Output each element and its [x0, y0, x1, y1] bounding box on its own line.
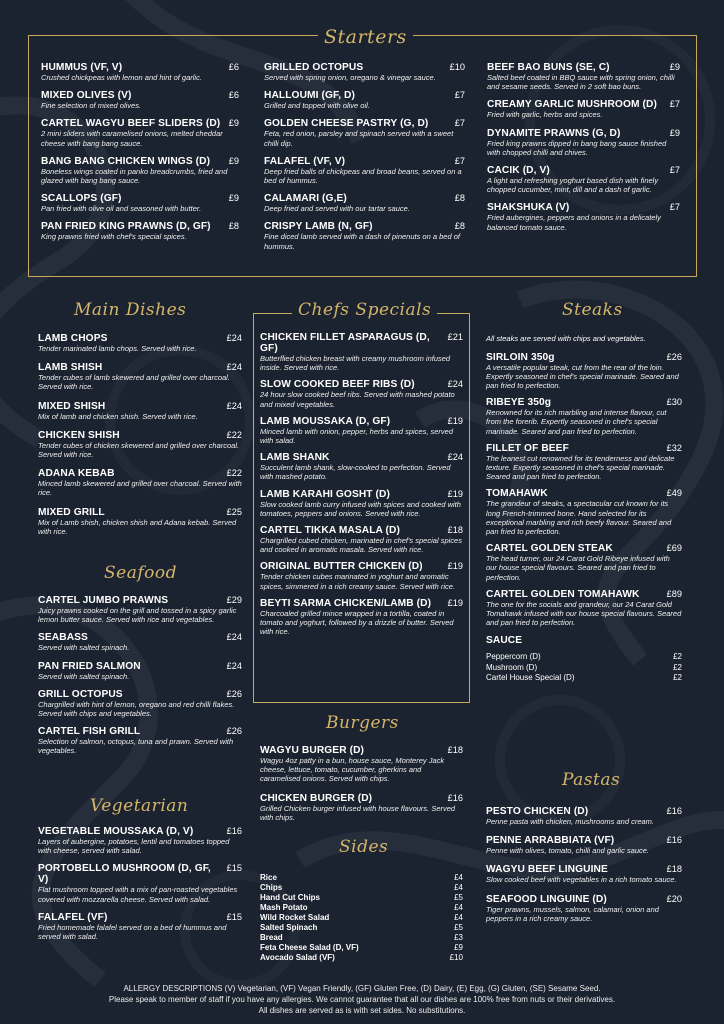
sauce-title: SAUCE: [486, 635, 523, 647]
menu-item-description: Mix of lamb and chicken shish. Served with rice.: [38, 411, 198, 421]
menu-item-price: £25: [226, 506, 242, 517]
price-list-name: Bread: [260, 933, 283, 942]
price-list-price: £2: [673, 672, 682, 682]
menu-item-description: The one for the socials and grandeur, our 24 Carat Gold Tomahawk infused with our house special flavours. Seared and pan fried to perfection.: [486, 599, 682, 628]
menu-item-price: £9: [228, 193, 239, 204]
pastas-column: [486, 806, 682, 932]
menu-item: [260, 793, 463, 822]
vegetarian-heading: Vegetarian: [90, 796, 189, 816]
menu-item-price: £19: [447, 597, 463, 608]
price-list-name: Chips: [260, 883, 283, 892]
menu-item: [487, 99, 680, 119]
menu-item-price: £9: [228, 155, 239, 166]
menu-item-price: £29: [226, 595, 242, 605]
chefs-specials-heading: Chefs Specials: [292, 300, 437, 320]
menu-item-price: £20: [666, 893, 682, 904]
menu-item-name: FALAFEL (VF): [38, 911, 108, 923]
price-list-price: £9: [454, 943, 463, 952]
menu-item-name: CHICKEN SHISH: [38, 429, 120, 441]
menu-item-description: The leanest cut renowned for its tenderness and delicate texture. Expertly seasoned in chef's special marinade. Seared and pan fried to perfection.: [486, 453, 675, 482]
vegetarian-column: [38, 826, 242, 949]
menu-item-name: ORIGINAL BUTTER CHICKEN (D): [260, 561, 423, 573]
menu-item-name: HALLOUMI (GF, D): [264, 90, 356, 102]
menu-item: [260, 416, 463, 445]
menu-item: [264, 62, 465, 82]
price-list-row: [486, 663, 682, 673]
allergy-footer: [0, 983, 724, 1016]
menu-item-description: Wagyu 4oz patty in a bun, house sauce, Monterey Jack cheese, lettuce, tomato, cucumber, gherkins and caramelised onions. Served with chips.: [260, 756, 445, 784]
menu-item-description: Fried king prawns dipped in bang bang sauce finished with chopped chilli and chives.: [487, 138, 667, 157]
menu-item-price: £8: [228, 221, 239, 232]
price-list-row: [260, 933, 463, 943]
menu-item-name: MIXED OLIVES (V): [41, 90, 132, 102]
price-list-row: [486, 652, 682, 662]
menu-item-name: PAN FRIED SALMON: [38, 660, 141, 672]
menu-item-price: £18: [447, 525, 463, 536]
menu-item-name: DYNAMITE PRAWNS (G, D): [487, 127, 621, 139]
price-list-row: [260, 953, 463, 963]
price-list-price: £2: [673, 662, 682, 672]
menu-item: [486, 589, 682, 628]
menu-item: [486, 443, 682, 482]
menu-item: [260, 332, 463, 372]
price-list-row: [260, 913, 463, 923]
menu-item: [264, 156, 465, 185]
starters-column-1: [41, 62, 239, 250]
menu-item: [41, 118, 239, 147]
menu-item-price: £89: [666, 588, 682, 599]
menu-item-description: Fried homemade falafel served on a bed of hummus and served with salad.: [38, 922, 227, 942]
menu-item-description: Penne with olives, tomato, chilli and garlic sauce.: [486, 846, 650, 856]
menu-item-description: Pan fried with olive oil and seasoned with butter.: [41, 204, 202, 214]
menu-item-price: £69: [666, 543, 682, 554]
menu-item-description: Fried with garlic, herbs and spices.: [487, 110, 603, 120]
price-list-name: Cartel House Special (D): [486, 672, 575, 682]
menu-item-description: A light and refreshing yoghurt based dish with finely chopped cucumber, mint, dill and a dash of garlic.: [487, 176, 659, 195]
menu-item-description: Minced lamb skewered and grilled over charcoal. Served with rice.: [38, 479, 242, 498]
menu-item-name: HUMMUS (VF, V): [41, 62, 123, 73]
menu-item: [38, 863, 242, 903]
menu-item: [264, 221, 465, 250]
menu-item-description: Deep fried balls of chickpeas and broad beans, served on a bed of hummus.: [264, 166, 462, 186]
menu-item-name: SCALLOPS (GF): [41, 193, 122, 205]
price-list-price: £4: [454, 883, 463, 892]
menu-item: [38, 595, 242, 624]
menu-item-name: BEYTI SARMA CHICKEN/LAMB (D): [260, 597, 432, 609]
menu-item-price: £30: [666, 397, 682, 408]
menu-item: [486, 352, 682, 391]
menu-item-name: WAGYU BEEF LINGUINE: [486, 864, 608, 876]
menu-item-description: Grilled Chicken burger infused with house flavours. Served with chips.: [260, 803, 456, 822]
menu-item: [41, 156, 239, 185]
menu-item-description: Feta, red onion, parsley and spinach served with a sweet chilli dip.: [264, 129, 454, 148]
menu-item-description: A versatile popular steak, cut from the rear of the loin. Expertly seasoned in chef's special marinade. Seared and pan fried to perfection.: [486, 362, 679, 390]
menu-item-name: SIRLOIN 350g: [486, 351, 555, 363]
burgers-column: [260, 745, 463, 831]
menu-item-price: £7: [669, 202, 680, 213]
menu-item-description: Tender chicken cubes marinated in yoghurt and aromatic spices, simmered in a rich creamy sauce. Served with rice.: [260, 572, 456, 591]
menu-item-price: £15: [226, 911, 242, 922]
menu-item-name: LAMB MOUSSAKA (D, GF): [260, 415, 391, 427]
menu-item-name: GRILLED OCTOPUS: [264, 62, 364, 73]
allergy-line-1: ALLERGY DESCRIPTIONS (V) Vegetarian, (VF) Vegan Friendly, (GF) Gluten Free, (D) Dairy, (E) Egg, (G) Gluten, (SE) Sesame Seed.: [123, 984, 601, 993]
menu-item: [487, 202, 680, 231]
menu-item-description: Selection of salmon, octopus, tuna and prawn. Served with vegetables.: [38, 737, 234, 756]
menu-item: [38, 333, 242, 353]
menu-item-description: Fine selection of mixed olives.: [41, 101, 142, 111]
menu-item: [260, 561, 463, 590]
menu-item-name: CARTEL GOLDEN TOMAHAWK: [486, 588, 640, 600]
menu-item: [38, 632, 242, 652]
menu-item-name: PAN FRIED KING PRAWNS (D, GF): [41, 221, 211, 233]
menu-item-price: £7: [454, 118, 465, 129]
menu-item-price: £9: [228, 118, 239, 129]
menu-item: [486, 397, 682, 436]
menu-item-name: VEGETABLE MOUSSAKA (D, V): [38, 826, 194, 837]
menu-item-description: King prawns fried with chef's special spices.: [41, 232, 187, 242]
menu-item-name: RIBEYE 350g: [486, 397, 552, 409]
menu-item-price: £16: [447, 792, 463, 803]
menu-item-description: Flat mushroom topped with a mix of pan-roasted vegetables covered with mozzarella cheese. Served with salad.: [38, 885, 238, 904]
pastas-heading: Pastas: [562, 770, 621, 790]
seafood-column: [38, 595, 242, 764]
menu-item-name: SEAFOOD LINGUINE (D): [486, 893, 607, 905]
menu-item: [38, 826, 242, 855]
price-list-row: [260, 943, 463, 953]
menu-item: [486, 894, 682, 923]
menu-item: [264, 118, 465, 147]
menu-item-description: Slow cooked lamb curry infused with spices and cooked with tomatoes, peppers and onions. Served with rice.: [260, 499, 461, 518]
menu-item-description: 2 mini sliders with caramelised onions, melted cheddar cheese with bang bang sauce.: [41, 129, 223, 148]
price-list-row: [260, 903, 463, 913]
starters-heading: Starters: [318, 26, 413, 48]
price-list-row: [260, 873, 463, 883]
menu-item-price: £10: [449, 62, 465, 72]
menu-item-description: Mix of Lamb shish, chicken shish and Adana kebab. Served with rice.: [38, 517, 237, 536]
menu-item: [487, 128, 680, 157]
menu-item: [38, 726, 242, 755]
menu-item-price: £16: [226, 826, 242, 836]
menu-item-name: PESTO CHICKEN (D): [486, 806, 589, 817]
menu-item-name: MIXED SHISH: [38, 400, 106, 412]
menu-item-description: Charcoaled grilled mince wrapped in a tortilla, coated in tomato and yoghurt, followed by a drizzle of butter. Served with rice.: [260, 608, 454, 637]
menu-item-price: £7: [454, 90, 465, 101]
menu-item: [260, 452, 463, 481]
price-list-row: [260, 893, 463, 903]
menu-item-name: CALAMARI (G,E): [264, 193, 347, 205]
price-list-name: Mash Potato: [260, 903, 308, 912]
menu-item-name: CRISPY LAMB (N, GF): [264, 221, 373, 233]
menu-item-price: £21: [447, 332, 463, 342]
price-list-row: [260, 923, 463, 933]
menu-item-name: LAMB CHOPS: [38, 333, 108, 344]
menu-item-name: SLOW COOKED BEEF RIBS (D): [260, 379, 415, 391]
price-list-row: [260, 883, 463, 893]
menu-item-price: £8: [454, 193, 465, 204]
menu-item-description: Fine diced lamb served with a dash of pinenuts on a bed of hummus.: [264, 232, 460, 251]
menu-item-description: Boneless wings coated in panko breadcrumbs, fried and glazed with bang bang sauce.: [41, 166, 228, 186]
menu-item-name: LAMB SHANK: [260, 452, 330, 464]
menu-item-price: £19: [447, 488, 463, 499]
menu-item: [260, 379, 463, 408]
menu-item-name: BEEF BAO BUNS (SE, C): [487, 62, 610, 73]
price-list-name: Mushroom (D): [486, 662, 538, 672]
menu-item: [38, 430, 242, 459]
menu-item: [260, 489, 463, 518]
menu-item-name: CARTEL GOLDEN STEAK: [486, 543, 613, 555]
allergy-line-3: All dishes are served as is with set sides. No substitutions.: [258, 1006, 466, 1015]
menu-item-price: £22: [226, 429, 242, 440]
menu-item-description: 24 hour slow cooked beef ribs. Served with mashed potato and mixed vegetables.: [260, 390, 455, 409]
menu-item: [264, 193, 465, 213]
menu-item-price: £9: [669, 62, 680, 72]
menu-item-description: Juicy prawns cooked on the grill and tossed in a spicy garlic lemon butter sauce. Served with rice and vegetables.: [38, 606, 237, 625]
menu-item: [487, 165, 680, 194]
price-list-name: Avocado Salad (VF): [260, 953, 335, 962]
menu-item-price: £7: [669, 165, 680, 176]
menu-item-price: £18: [447, 745, 463, 755]
menu-item-description: Chargrilled with hint of lemon, oregano and red chilli flakes. Served with chips and vegetables.: [38, 699, 235, 719]
menu-item-name: SHAKSHUKA (V): [487, 202, 570, 214]
menu-item-name: CARTEL TIKKA MASALA (D): [260, 525, 401, 537]
price-list-name: Peppercorn (D): [486, 652, 541, 662]
menu-item-name: TOMAHAWK: [486, 488, 548, 500]
menu-item-description: Tender cubes of lamb skewered and grilled over charcoal. Served with rice.: [38, 373, 230, 392]
price-list-name: Salted Spinach: [260, 923, 318, 932]
menu-item-name: CARTEL WAGYU BEEF SLIDERS (D): [41, 118, 221, 130]
menu-item: [38, 661, 242, 681]
price-list-price: £2: [673, 652, 682, 662]
menu-item-price: £19: [447, 415, 463, 426]
menu-item-name: PORTOBELLO MUSHROOM (D, GF, V): [38, 863, 211, 886]
menu-item-name: SEABASS: [38, 632, 88, 644]
menu-item: [486, 864, 682, 884]
price-list-name: Feta Cheese Salad (D, VF): [260, 943, 359, 952]
allergy-line-2: Please speak to member of staff if you have any allergies. We cannot guarantee that all our dishes are 100% free from nuts or their derivatives.: [108, 995, 616, 1004]
menu-item-name: GOLDEN CHEESE PASTRY (G, D): [264, 118, 429, 130]
price-list-price: £10: [449, 953, 463, 962]
price-list-price: £4: [454, 873, 463, 882]
menu-item-name: CARTEL FISH GRILL: [38, 726, 141, 738]
menu-item-name: MIXED GRILL: [38, 506, 105, 518]
price-list-price: £3: [454, 933, 463, 942]
menu-item-price: £24: [447, 452, 463, 463]
menu-item-name: CREAMY GARLIC MUSHROOM (D): [487, 99, 657, 111]
menu-item-description: Served with salted spinach.: [38, 643, 130, 653]
menu-item-price: £24: [226, 632, 242, 643]
menu-item-name: ADANA KEBAB: [38, 468, 115, 480]
menu-item-price: £49: [666, 488, 682, 499]
menu-item-description: Deep fried and served with our tartar sauce.: [264, 204, 410, 214]
menu-item-description: Served with spring onion, oregano & vinegar sauce.: [264, 73, 436, 82]
menu-item-price: £24: [447, 379, 463, 390]
menu-item: [38, 689, 242, 718]
menu-item-price: £6: [228, 90, 239, 101]
price-list-name: Wild Rocket Salad: [260, 913, 330, 922]
menu-item: [260, 598, 463, 637]
menu-item-price: £9: [669, 127, 680, 138]
menu-item-price: £24: [226, 333, 242, 343]
burgers-heading: Burgers: [326, 713, 399, 733]
menu-item-price: £26: [226, 726, 242, 737]
steaks-column: [486, 334, 682, 683]
menu-item-name: FILLET OF BEEF: [486, 442, 569, 454]
menu-item: [38, 507, 242, 536]
price-list-price: £4: [454, 913, 463, 922]
menu-item: [260, 745, 463, 784]
menu-item: [38, 362, 242, 391]
menu-item-description: Butterflied chicken breast with creamy mushroom infused inside. Served with rice.: [260, 354, 451, 373]
seafood-heading: Seafood: [104, 563, 177, 583]
menu-item-price: £16: [666, 806, 682, 816]
menu-item-description: Fried aubergines, peppers and onions in a delicately balanced tomato sauce.: [487, 213, 661, 232]
menu-item-name: LAMB SHISH: [38, 362, 103, 374]
menu-item-price: £7: [669, 99, 680, 110]
menu-item-description: Tender cubes of chicken skewered and grilled over charcoal. Served with rice.: [38, 440, 240, 460]
menu-item-description: Slow cooked beef with vegetables in a rich tomato sauce.: [486, 875, 677, 885]
menu-item-description: Penne pasta with chicken, mushrooms and cream.: [486, 817, 654, 826]
menu-item: [487, 62, 680, 91]
menu-item-name: BANG BANG CHICKEN WINGS (D): [41, 155, 211, 167]
sides-column: [260, 873, 463, 963]
steaks-heading: Steaks: [562, 300, 623, 320]
menu-item-description: Salted beef coated in BBQ sauce with spring onion, chilli and sesame seeds. Served in 2 soft bao buns.: [487, 73, 675, 92]
chefs-specials-column: [260, 332, 463, 643]
menu-item-price: £26: [226, 688, 242, 699]
menu-item-price: £26: [666, 351, 682, 362]
menu-item-price: £15: [226, 863, 242, 874]
menu-item-description: Crushed chickpeas with lemon and hint of garlic.: [41, 73, 202, 82]
menu-item-price: £22: [226, 468, 242, 479]
menu-item: [486, 543, 682, 582]
menu-item: [41, 193, 239, 213]
menu-item-description: Succulent lamb shank, slow-cooked to perfection. Served with mashed potato.: [260, 463, 451, 482]
menu-item-name: GRILL OCTOPUS: [38, 688, 123, 700]
menu-item-description: Chargrilled cubed chicken, marinated in chef's special spices and cooked in aromatic masala. Served with rice.: [260, 536, 462, 555]
menu-item-name: CHICKEN FILLET ASPARAGUS (D, GF): [260, 332, 430, 354]
menu-item: [41, 221, 239, 241]
menu-item-price: £24: [226, 400, 242, 411]
menu-item-name: WAGYU BURGER (D): [260, 745, 365, 756]
menu-item-description: Grilled and topped with olive oil.: [264, 101, 370, 111]
starters-column-2: [264, 62, 465, 259]
menu-item: [486, 806, 682, 826]
menu-item: [260, 525, 463, 554]
menu-item-price: £7: [454, 155, 465, 166]
menu-item-price: £19: [447, 561, 463, 572]
main-dishes-heading: Main Dishes: [74, 300, 187, 320]
menu-item-description: Layers of aubergine, potatoes, lentil and tomatoes topped with cheese, served with salad.: [38, 837, 230, 856]
menu-item-name: CHICKEN BURGER (D): [260, 792, 373, 804]
menu-item-name: CARTEL JUMBO PRAWNS: [38, 595, 169, 606]
menu-item-description: Renowned for its rich marbling and intense flavour, cut from the forerib. Expertly seasoned in chef's special marinade. Seared and pan fried to perfection.: [486, 408, 667, 436]
menu-item-name: FALAFEL (VF, V): [264, 155, 346, 167]
steaks-intro: All steaks are served with chips and vegetables.: [486, 334, 646, 343]
menu-item: [41, 90, 239, 110]
menu-item-price: £24: [226, 362, 242, 373]
sides-heading: Sides: [339, 837, 389, 857]
menu-item-description: The grandeur of steaks, a spectacular cut known for its long French-trimmed bone. Hand selected for its exceptional marbling and rich beefy flavour. Seared and pan fried to perfection.: [486, 499, 672, 536]
menu-item-name: PENNE ARRABBIATA (VF): [486, 835, 615, 847]
price-list-name: Hand Cut Chips: [260, 893, 320, 902]
menu-item-description: The head turner, our 24 Carat Gold Ribeye infused with our house special flavours. Seared and pan fried to perfection.: [486, 554, 670, 582]
menu-item-price: £18: [666, 864, 682, 875]
menu-item-price: £32: [666, 442, 682, 453]
price-list-price: £5: [454, 923, 463, 932]
menu-item-name: CACIK (D, V): [487, 165, 550, 177]
menu-item: [264, 90, 465, 110]
menu-item-description: Tender marinated lamb chops. Served with rice.: [38, 344, 197, 353]
menu-item-price: £6: [228, 62, 239, 72]
price-list-price: £4: [454, 903, 463, 912]
price-list-price: £5: [454, 893, 463, 902]
menu-item-description: Minced lamb with onion, pepper, herbs and spices, served with salad.: [260, 426, 454, 446]
starters-column-3: [487, 62, 680, 240]
menu-item: [41, 62, 239, 82]
menu-item-description: Tiger prawns, mussels, salmon, calamari, onion and peppers in a rich creamy sauce.: [486, 904, 659, 923]
menu-item-price: £16: [666, 835, 682, 846]
price-list-name: Rice: [260, 873, 277, 882]
menu-item-price: £8: [454, 221, 465, 232]
main-dishes-column: [38, 333, 242, 545]
menu-item: [38, 468, 242, 497]
menu-item: [38, 401, 242, 421]
menu-item-description: Served with salted spinach.: [38, 671, 130, 681]
menu-item: [486, 488, 682, 536]
menu-item: [486, 835, 682, 855]
menu-item-price: £24: [226, 660, 242, 671]
menu-item-name: LAMB KARAHI GOSHT (D): [260, 488, 390, 500]
menu-item: [38, 912, 242, 941]
price-list-row: [486, 673, 682, 683]
